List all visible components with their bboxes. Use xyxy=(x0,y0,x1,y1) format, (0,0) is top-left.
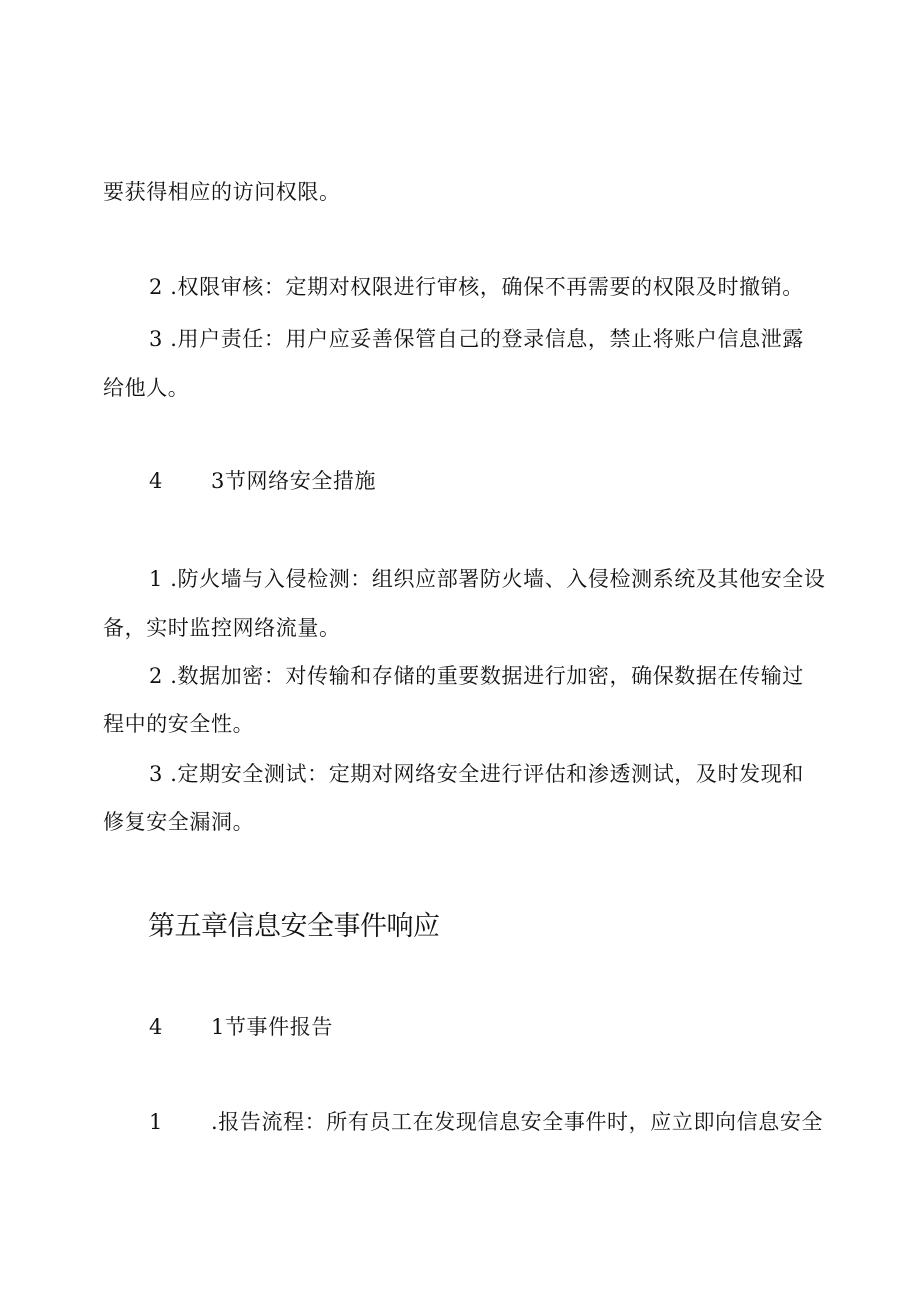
chapter-title: 第五章信息安全事件响应 xyxy=(148,911,440,942)
section-number: 4 xyxy=(149,1015,163,1039)
list-number: 1 xyxy=(149,1110,163,1134)
paragraph-line: 3 .定期安全测试：定期对网络安全进行评估和渗透测试，及时发现和 xyxy=(149,762,804,786)
paragraph-text: .报告流程：所有员工在发现信息安全事件时，应立即向信息安全 xyxy=(210,1110,824,1134)
paragraph-line: 1 .防火墙与入侵检测：组织应部署防火墙、入侵检测系统及其他安全设 xyxy=(149,567,826,591)
paragraph-line xyxy=(149,1108,823,1136)
paragraph-line: 备，实时监控网络流量。 xyxy=(103,616,341,640)
section-title: 3节网络安全措施 xyxy=(210,469,377,493)
section-title: 1节事件报告 xyxy=(210,1015,333,1039)
paragraph-line: 修复安全漏洞。 xyxy=(103,810,255,834)
paragraph-line: 给他人。 xyxy=(103,376,190,400)
section-heading xyxy=(149,467,376,495)
paragraph-line: 要获得相应的访问权限。 xyxy=(103,180,341,204)
paragraph-line: 2 .数据加密：对传输和存储的重要数据进行加密，确保数据在传输过 xyxy=(149,664,804,688)
paragraph-line: 2 .权限审核：定期对权限进行审核，确保不再需要的权限及时撤销。 xyxy=(149,275,804,299)
paragraph-line: 程中的安全性。 xyxy=(103,712,255,736)
section-number: 4 xyxy=(149,469,163,493)
paragraph-line: 3 .用户责任：用户应妥善保管自己的登录信息，禁止将账户信息泄露 xyxy=(149,327,804,351)
section-heading xyxy=(149,1013,333,1041)
